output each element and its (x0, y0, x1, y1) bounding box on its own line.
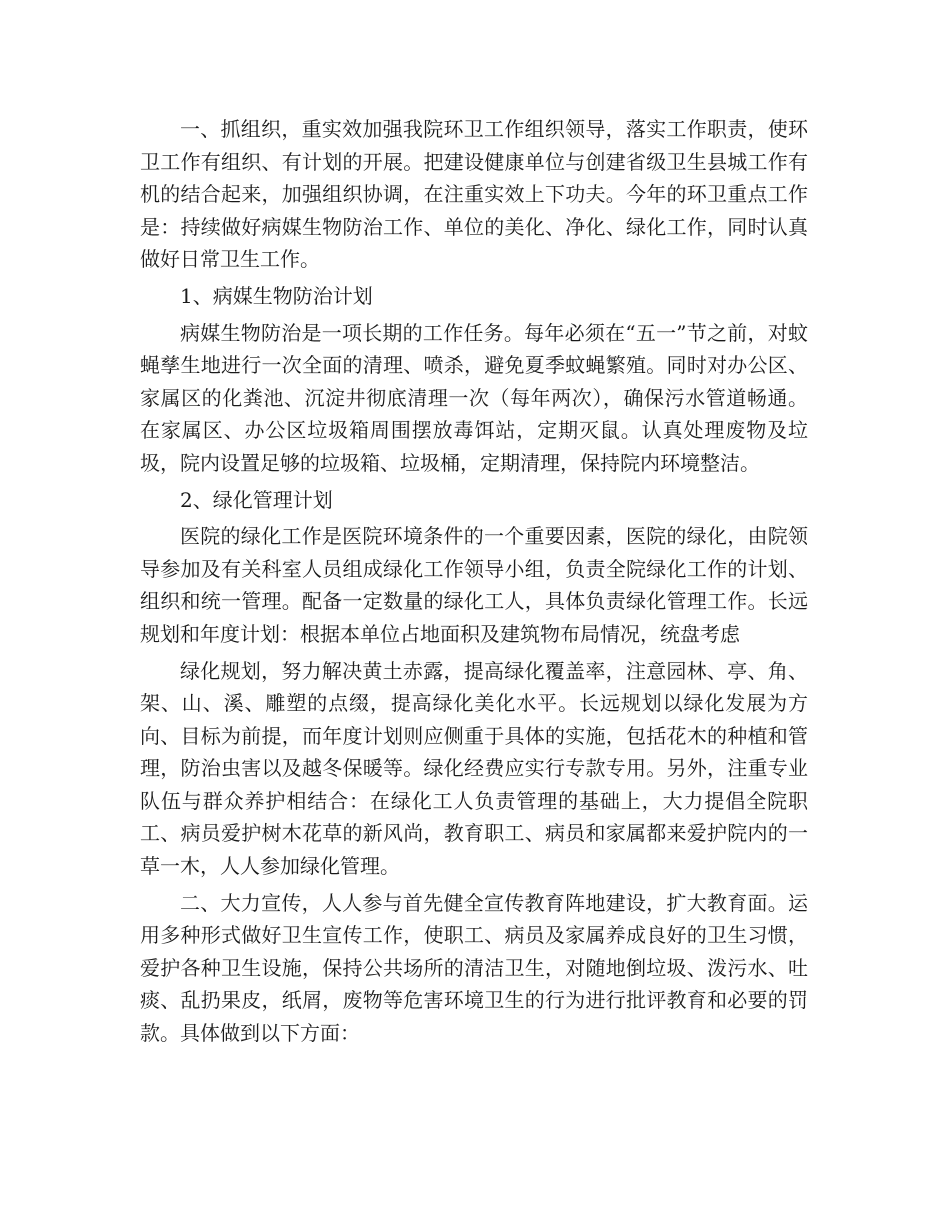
paragraph-publicity: 二、大力宣传，人人参与首先健全宣传教育阵地建设，扩大教育面。运用多种形式做好卫生宣传工作，使职工、病员及家属养成良好的卫生习惯，爱护各种卫生设施，保持公共场所的清洁卫生，对随地倒垃圾、泼污水、吐痰、乱扔果皮，纸屑，废物等危害环境卫生的行为进行批评教育和必要的罚款。具体做到以下方面： (140, 890, 808, 1046)
paragraph-organization: 一、抓组织，重实效加强我院环卫工作组织领导，落实工作职责，使环卫工作有组织、有计划的开展。把建设健康单位与创建省级卫生县城工作有机的结合起来，加强组织协调，在注重实效上下功夫。今年的环卫重点工作是：持续做好病媒生物防治工作、单位的美化、净化、绿化工作，同时认真做好日常卫生工作。 (140, 117, 808, 272)
document-body (140, 113, 808, 1050)
heading-greening-plan: 2、绿化管理计划 (180, 487, 333, 512)
paragraph-vector-control: 病媒生物防治是一项长期的工作任务。每年必须在“五一”节之前，对蚊蝇孳生地进行一次全面的清理、喷杀，避免夏季蚊蝇繁殖。同时对办公区、家属区的化粪池、沉淀井彻底清理一次（每年两次），确保污水管道畅通。在家属区、办公区垃圾箱周围摆放毒饵站，定期灭鼠。认真处理废物及垃圾，院内设置足够的垃圾箱、垃圾桶，定期清理，保持院内环境整洁。 (140, 320, 808, 475)
heading-vector-control-plan: 1、病媒生物防治计划 (180, 283, 373, 308)
paragraph-greening-management: 医院的绿化工作是医院环境条件的一个重要因素，医院的绿化，由院领导参加及有关科室人员组成绿化工作领导小组，负责全院绿化工作的计划、组织和统一管理。配备一定数量的绿化工人，具体负责绿化管理工作。长远规划和年度计划：根据本单位占地面积及建筑物布局情况，统盘考虑 (140, 524, 808, 646)
paragraph-greening-planning: 绿化规划，努力解决黄土赤露，提高绿化覆盖率，注意园林、亭、角、架、山、溪、雕塑的点缀，提高绿化美化水平。长远规划以绿化发展为方向、目标为前提，而年度计划则应侧重于具体的实施，包括花木的种植和管理，防治虫害以及越冬保暖等。绿化经费应实行专款专用。另外，注重专业队伍与群众养护相结合：在绿化工人负责管理的基础上，大力提倡全院职工、病员爱护树木花草的新风尚，教育职工、病员和家属都来爱护院内的一草一木，人人参加绿化管理。 (140, 658, 808, 879)
